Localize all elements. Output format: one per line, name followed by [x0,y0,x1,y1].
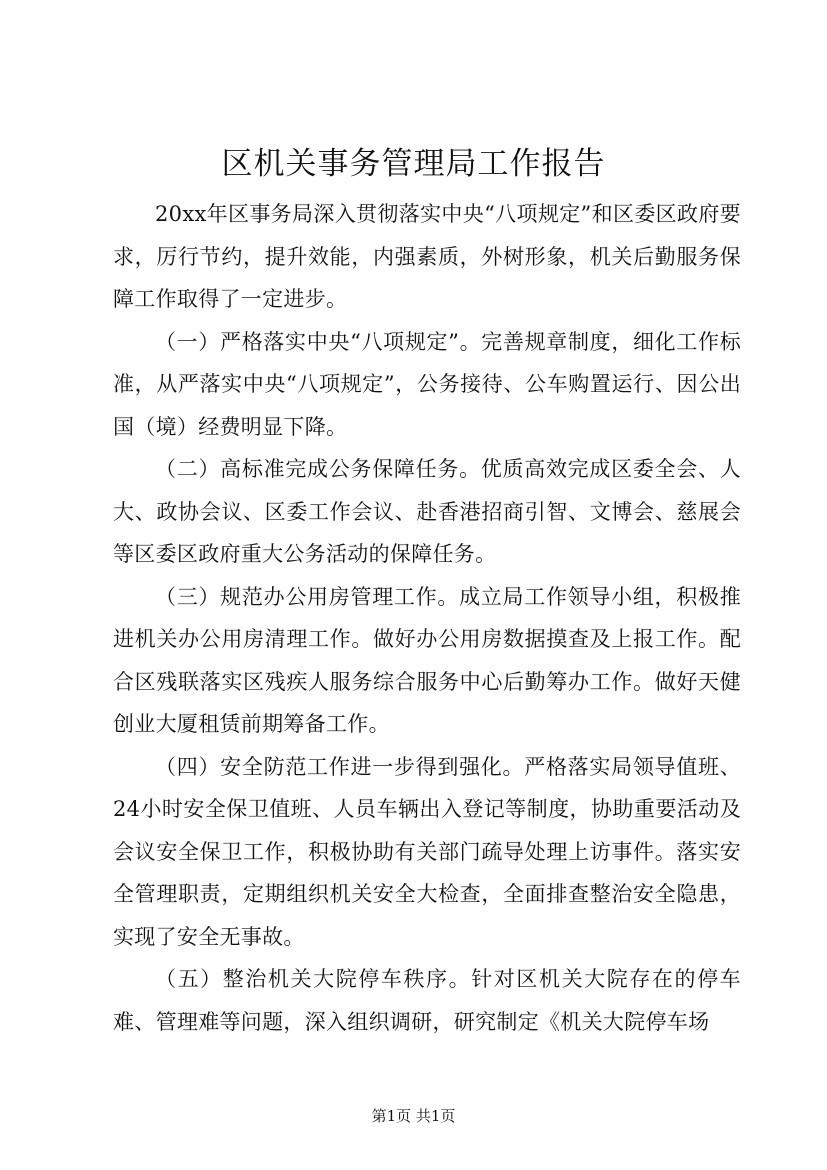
document-title: 区机关事务管理局工作报告 [221,146,606,182]
paragraph-section-1: （一）严格落实中央“八项规定”。完善规章制度，细化工作标准，从严落实中央“八项规定”，公务接待、公车购置运行、因公出国（境）经费明显下降。 [113,329,741,439]
paragraph-section-2: （二）高标准完成公务保障任务。优质高效完成区委全会、人大、政协会议、区委工作会议、赴香港招商引智、文博会、慈展会等区委区政府重大公务活动的保障任务。 [113,457,741,566]
paragraph-intro: 20xx年区事务局深入贯彻落实中央“八项规定”和区委区政府要求，厉行节约，提升效能，内强素质，外树形象，机关后勤服务保障工作取得了一定进步。 [113,202,741,311]
page-number-footer: 第1页 共1页 [371,1107,456,1125]
paragraph-section-3: （三）规范办公用房管理工作。成立局工作领导小组，积极推进机关办公用房清理工作。做好办公用房数据摸查及上报工作。配合区残联落实区残疾人服务综合服务中心后勤筹办工作。做好天健创业大厦租赁前期筹备工作。 [113,584,741,736]
paragraph-section-4: （四）安全防范工作进一步得到强化。严格落实局领导值班、24小时安全保卫值班、人员车辆出入登记等制度，协助重要活动及会议安全保卫工作，积极协助有关部门疏导处理上访事件。落实安全管理职责，定期组织机关安全大检查，全面排查整治安全隐患，实现了安全无事故。 [113,754,741,949]
paragraph-section-5: （五）整治机关大院停车秩序。针对区机关大院存在的停车难、管理难等问题，深入组织调研，研究制定《机关大院停车场 [113,967,741,1034]
document-body [113,193,741,1043]
